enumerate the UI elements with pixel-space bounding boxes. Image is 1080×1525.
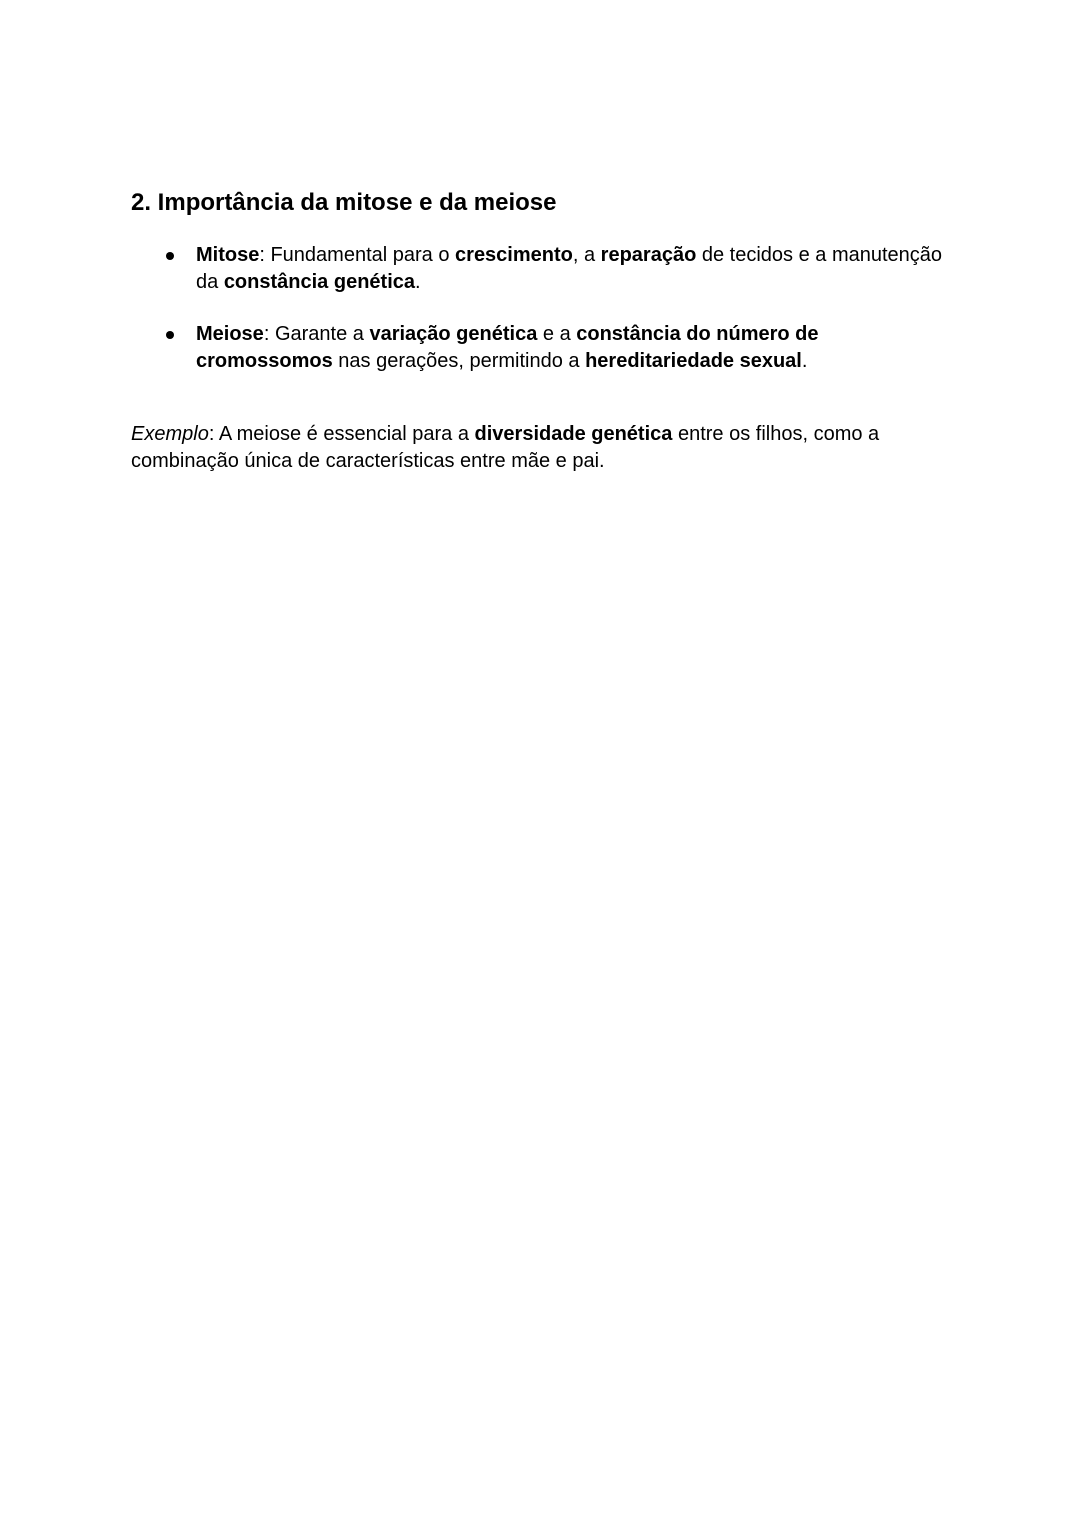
text: . bbox=[801, 350, 808, 372]
text: : bbox=[259, 244, 271, 266]
list-item-mitose bbox=[131, 242, 951, 296]
bullet-icon bbox=[166, 252, 174, 260]
text: entre os filhos, como a combinação única de características entre mãe e pai. bbox=[131, 423, 880, 472]
section-heading: 2. Importância da mitose e da meiose bbox=[131, 189, 557, 216]
bold-text: reparação bbox=[600, 244, 697, 266]
text: Fundamental para o bbox=[270, 244, 456, 266]
text: : bbox=[208, 423, 219, 445]
example-label: Exemplo bbox=[131, 423, 209, 445]
text: A meiose é essencial para a bbox=[218, 423, 475, 445]
text: Garante a bbox=[274, 323, 370, 345]
term-meiose: Meiose bbox=[196, 323, 264, 345]
bold-text: constância genética bbox=[223, 271, 415, 293]
term-mitose: Mitose bbox=[196, 244, 260, 266]
bold-text: diversidade genética bbox=[474, 423, 673, 445]
text: e a bbox=[537, 323, 577, 345]
document-page bbox=[131, 186, 951, 495]
bold-text: constância do número de cromossomos bbox=[196, 323, 819, 372]
bullet-list bbox=[131, 242, 951, 375]
text: nas gerações, permitindo a bbox=[332, 350, 586, 372]
text: . bbox=[415, 271, 421, 293]
bold-text: crescimento bbox=[455, 244, 573, 266]
bold-text: variação genética bbox=[369, 323, 538, 345]
text: : bbox=[263, 323, 275, 345]
text: , a bbox=[572, 244, 601, 266]
bullet-icon bbox=[166, 331, 174, 339]
list-item-meiose bbox=[131, 321, 951, 375]
example-paragraph bbox=[131, 421, 951, 475]
text: de tecidos e a manutenção da bbox=[196, 244, 943, 293]
bold-text: hereditariedade sexual bbox=[585, 350, 802, 372]
